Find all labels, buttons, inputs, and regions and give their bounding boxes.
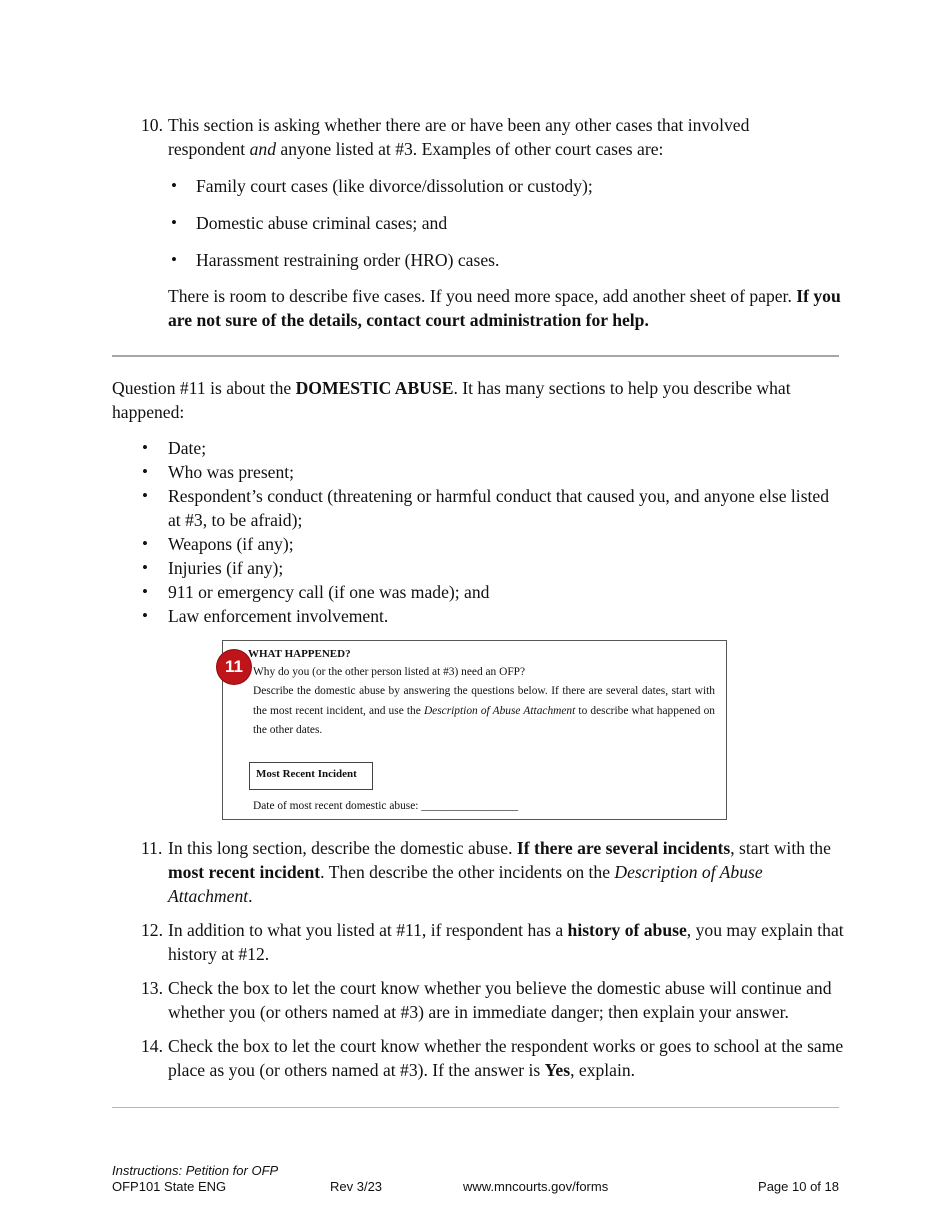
revision: Rev 3/23 [330, 1179, 383, 1194]
section-divider [112, 355, 839, 357]
section-11-badge: 11 [217, 650, 251, 684]
item-number: 11. [141, 838, 163, 858]
form-excerpt-figure [222, 640, 727, 820]
form-id: OFP101 State ENG [112, 1179, 227, 1194]
figure-title: WHAT HAPPENED? [248, 648, 351, 660]
list-item: • Family court cases (like divorce/dissolution or custody); [168, 174, 841, 198]
figure-question: Why do you (or the other person listed at #3) need an OFP? [253, 666, 526, 678]
list-item: • Weapons (if any); [112, 532, 842, 556]
item-13: 13. Check the box to let the court know whether you believe the domestic abuse will continue and whether you (or others named at #3) are in immediate danger; then explain your answer. [141, 978, 832, 1022]
page-footer [112, 1163, 839, 1195]
list-item: • Who was present; [112, 460, 842, 484]
footer-title: Instructions: Petition for OFP [112, 1163, 279, 1178]
list-item: • Respondent’s conduct (threatening or harmful conduct that caused you, and anyone else listed at #3, to be afraid); [112, 484, 842, 532]
date-field-label: Date of most recent domestic abuse: _________________ [253, 800, 519, 812]
item-number: 14. [141, 1036, 163, 1056]
list-item: • Harassment restraining order (HRO) cases. [168, 248, 841, 272]
item-number: 12. [141, 920, 163, 940]
question-11-text: Question #11 is about the DOMESTIC ABUSE. It has many sections to help you describe what happened: [112, 378, 791, 422]
most-recent-incident-box: Most Recent Incident [249, 762, 373, 790]
item-number: 10. [141, 115, 163, 135]
item-number: 13. [141, 978, 163, 998]
items-11-14 [141, 836, 846, 1092]
item-10 [141, 113, 841, 332]
list-item: • 911 or emergency call (if one was made); and [112, 580, 842, 604]
figure-description: Describe the domestic abuse by answering the questions below. If there are several dates, start with the most recent incident, and use the Description of Abuse Attachment to describe what happened on the other dates. [253, 685, 715, 736]
question-11-intro [112, 376, 842, 628]
footer-divider [112, 1107, 839, 1108]
list-item: • Injuries (if any); [112, 556, 842, 580]
page-number: Page 10 of 18 [758, 1179, 839, 1194]
forms-url: www.mncourts.gov/forms [463, 1179, 609, 1194]
item-14: 14. Check the box to let the court know whether the respondent works or goes to school at the same place as you (or others named at #3). If the answer is Yes, explain. [141, 1036, 844, 1080]
item-12: 12. In addition to what you listed at #11, if respondent has a history of abuse, you may explain that history at #12. [141, 920, 844, 964]
item-10-closing: There is room to describe five cases. If you need more space, add another sheet of paper. If you are not sure of the details, contact court administration for help. [168, 286, 841, 330]
item-10-text: This section is asking whether there are or have been any other cases that involved respondent and anyone listed at #3. Examples of other court cases are: [168, 115, 750, 159]
item-11: 11. In this long section, describe the domestic abuse. If there are several incidents, start with the most recent incident. Then describe the other incidents on the Description of Abuse Attachment. [141, 838, 831, 906]
list-item: • Date; [112, 436, 842, 460]
question-11-list [112, 436, 842, 628]
list-item: • Law enforcement involvement. [112, 604, 842, 628]
list-item: • Domestic abuse criminal cases; and [168, 211, 841, 235]
